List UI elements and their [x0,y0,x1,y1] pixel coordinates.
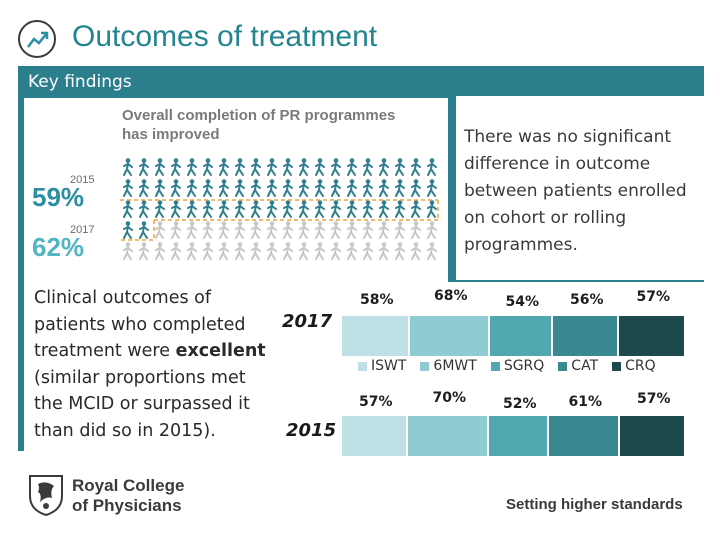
person-walking-icon [236,242,244,259]
value-label: 61% [568,394,603,410]
legend-swatch [612,362,621,371]
bar-iswt-2015 [342,416,408,456]
person-walking-icon [300,200,308,217]
person-walking-icon [300,242,308,259]
legend-swatch [491,362,500,371]
person-walking-icon [396,200,404,217]
bar-cat-2015 [549,416,620,456]
legend-swatch [358,362,367,371]
person-walking-icon [140,242,148,259]
improvement-highlight [120,200,438,240]
person-walking-icon [236,221,244,238]
person-walking-icon [252,242,260,259]
person-walking-icon [220,158,228,175]
legend-swatch [558,362,567,371]
value-label: 57% [636,289,671,305]
rcp-logo-icon [26,474,66,516]
person-walking-icon [348,158,356,175]
person-walking-icon [252,158,260,175]
bar-6mwt-2017 [410,316,490,356]
legend-item-iswt [358,358,406,374]
value-label: 58% [360,292,394,308]
person-walking-icon [220,179,228,196]
person-walking-icon [220,221,228,238]
person-walking-icon [268,200,276,217]
person-walking-icon [268,221,276,238]
legend-item-cat [558,358,598,374]
person-walking-icon [300,158,308,175]
person-walking-icon [364,158,372,175]
person-walking-icon [140,200,148,217]
person-walking-icon [396,158,404,175]
person-walking-icon [124,200,132,217]
person-walking-icon [156,221,164,238]
person-walking-icon [396,221,404,238]
person-walking-icon [268,242,276,259]
person-walking-icon [380,200,388,217]
person-walking-icon [204,200,212,217]
legend-item-6mwt [420,358,476,374]
value-label: 57% [637,391,671,407]
org-name-line-2: of Physicians [72,496,182,515]
person-walking-icon [332,179,340,196]
person-walking-icon [188,200,196,217]
percent-2015: 59% [32,182,85,212]
person-walking-icon [284,179,292,196]
people-grid [120,156,440,264]
person-walking-icon [236,179,244,196]
person-walking-icon [412,200,420,217]
bar-crq-2015 [620,416,686,456]
person-walking-icon [364,221,372,238]
bar-row-2015 [342,416,686,456]
person-walking-icon [380,221,388,238]
value-label: 54% [505,294,540,310]
person-walking-icon [156,179,164,196]
bar-iswt-2017 [342,316,410,356]
person-walking-icon [412,221,420,238]
panel-heading: Key findings [28,72,132,92]
value-label: 56% [570,292,604,308]
person-walking-icon [428,200,436,217]
person-walking-icon [396,179,404,196]
bar-sgrq-2017 [490,316,553,356]
person-walking-icon [412,242,420,259]
person-walking-icon [124,179,132,196]
person-walking-icon [332,200,340,217]
person-walking-icon [124,221,132,238]
person-walking-icon [428,221,436,238]
person-walking-icon [316,200,324,217]
person-walking-icon [140,221,148,238]
person-walking-icon [188,158,196,175]
person-walking-icon [252,221,260,238]
person-walking-icon [428,179,436,196]
person-walking-icon [332,158,340,175]
person-walking-icon [268,179,276,196]
person-walking-icon [284,200,292,217]
series-label-2017: 2017 [282,311,333,332]
person-walking-icon [188,242,196,259]
person-walking-icon [428,242,436,259]
infographic-title: Overall completion of PR programmes has improved [122,107,396,143]
person-walking-icon [124,242,132,259]
person-walking-icon [332,242,340,259]
legend-label: SGRQ [503,358,545,374]
person-walking-icon [188,221,196,238]
series-label-2015: 2015 [286,420,337,441]
person-walking-icon [396,242,404,259]
legend-label: CAT [571,358,599,374]
person-walking-icon [140,158,148,175]
person-walking-icon [316,158,324,175]
value-label: 68% [434,288,468,304]
org-name-line-1: Royal College [72,476,185,495]
chart-legend [358,358,656,374]
bar-crq-2017 [619,316,686,356]
legend-item-crq [612,358,656,374]
person-walking-icon [236,200,244,217]
clinical-outcomes-text [34,285,274,444]
person-walking-icon [268,158,276,175]
clinical-text-emphasis: excellent [175,341,266,361]
value-label: 70% [432,390,467,406]
person-walking-icon [412,158,420,175]
page-title: Outcomes of treatment [72,20,378,53]
legend-label: 6MWT [433,358,477,374]
person-walking-icon [140,179,148,196]
person-walking-icon [428,158,436,175]
year-2015-label: 2015 [70,174,95,186]
person-walking-icon [204,221,212,238]
person-walking-icon [316,221,324,238]
person-walking-icon [204,158,212,175]
person-walking-icon [156,158,164,175]
legend-item-sgrq [491,358,544,374]
legend-label: ISWT [371,358,407,374]
person-walking-icon [156,200,164,217]
clinical-text-start: Clinical outcomes of patients who completed treatment were [34,288,246,361]
person-walking-icon [300,221,308,238]
person-walking-icon [348,179,356,196]
value-label: 52% [503,396,537,412]
person-walking-icon [204,242,212,259]
person-walking-icon [364,242,372,259]
person-walking-icon [204,179,212,196]
person-walking-icon [284,158,292,175]
person-walking-icon [316,179,324,196]
year-2017-label: 2017 [70,224,95,236]
org-name [72,476,184,516]
person-walking-icon [332,221,340,238]
person-walking-icon [172,200,180,217]
percent-2017: 62% [32,232,85,262]
person-walking-icon [252,200,260,217]
legend-label: CRQ [625,358,656,374]
bar-6mwt-2015 [408,416,489,456]
value-label: 57% [359,394,393,410]
person-walking-icon [284,221,292,238]
tagline: Setting higher standards [506,496,683,513]
person-walking-icon [236,158,244,175]
person-walking-icon [348,200,356,217]
person-walking-icon [316,242,324,259]
person-walking-icon [300,179,308,196]
person-walking-icon [380,179,388,196]
person-walking-icon [156,242,164,259]
person-walking-icon [220,242,228,259]
no-difference-note: There was no significant difference in outcome between patients enrolled on cohort or rolling programmes. [456,96,704,280]
person-walking-icon [380,158,388,175]
legend-swatch [420,362,429,371]
person-walking-icon [348,242,356,259]
person-walking-icon [188,179,196,196]
person-walking-icon [380,242,388,259]
person-walking-icon [364,179,372,196]
person-walking-icon [284,242,292,259]
person-walking-icon [348,221,356,238]
person-walking-icon [172,221,180,238]
person-walking-icon [220,200,228,217]
person-walking-icon [124,158,132,175]
trend-up-icon [18,20,56,58]
clinical-text-end: (similar proportions met the MCID or surpassed it than did so in 2015). [34,367,250,441]
person-walking-icon [364,200,372,217]
person-walking-icon [252,179,260,196]
person-walking-icon [172,158,180,175]
person-walking-icon [172,179,180,196]
person-walking-icon [412,179,420,196]
person-walking-icon [172,242,180,259]
bar-cat-2017 [553,316,619,356]
bar-sgrq-2015 [489,416,549,456]
bar-row-2017 [342,316,686,356]
